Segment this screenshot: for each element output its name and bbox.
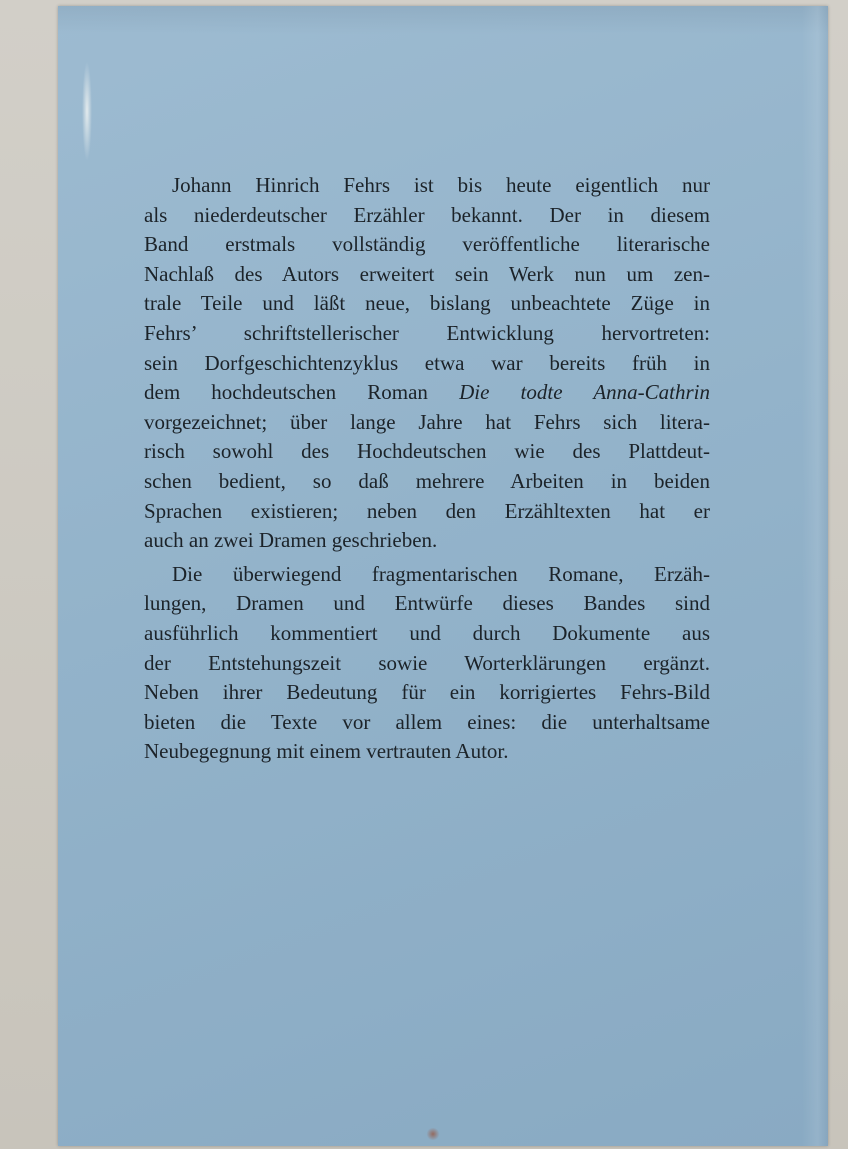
text-line: Neben ihrer Bedeutung für ein korrigiertes Fehrs-Bild xyxy=(144,680,710,705)
cover-spine-edge xyxy=(802,6,828,1146)
blurb-paragraph-2 xyxy=(144,560,710,767)
blurb-paragraph-1 xyxy=(144,171,710,556)
text-line: trale Teile und läßt neue, bislang unbeachtete Züge in xyxy=(144,291,710,316)
text-line: sein Dorfgeschichtenzyklus etwa war bereits früh in xyxy=(144,350,710,375)
text-line: lungen, Dramen und Entwürfe dieses Bandes sind xyxy=(144,591,710,616)
text-line: Nachlaß des Autors erweitert sein Werk nun um zen- xyxy=(144,261,710,286)
text-line: Band erstmals vollständig veröffentliche literarische xyxy=(144,232,710,257)
text-line: vorgezeichnet; über lange Jahre hat Fehrs sich litera- xyxy=(144,409,710,434)
text-line: auch an zwei Dramen geschrieben. xyxy=(144,528,438,553)
text-line: Neubegegnung mit einem vertrauten Autor. xyxy=(144,739,509,764)
text-line: schen bedient, so daß mehrere Arbeiten in beiden xyxy=(144,468,710,493)
book-back-cover xyxy=(58,6,828,1146)
novel-title: Die todte Anna-Cathrin xyxy=(459,380,710,405)
cover-top-shadow xyxy=(58,6,828,34)
text-segment: dem hochdeutschen Roman xyxy=(144,380,460,405)
text-line: ausführlich kommentiert und durch Dokumente aus xyxy=(144,620,710,645)
text-line: der Entstehungszeit sowie Worterklärungen ergänzt. xyxy=(144,650,710,675)
text-line: als niederdeutscher Erzähler bekannt. Der in diesem xyxy=(144,202,710,227)
text-line: Sprachen existieren; neben den Erzähltexten hat er xyxy=(144,498,710,523)
text-line: risch sowohl des Hochdeutschen wie des Plattdeut- xyxy=(144,439,710,464)
text-line-with-title xyxy=(144,378,710,408)
text-line: bieten die Texte vor allem eines: die unterhaltsame xyxy=(144,709,710,734)
text-line: Fehrs’ schriftstellerischer Entwicklung hervortreten: xyxy=(144,320,710,345)
blurb-text xyxy=(144,171,710,767)
cover-stain-mark xyxy=(426,1128,440,1140)
text-line: Die überwiegend fragmentarischen Romane, Erzäh- xyxy=(172,561,710,586)
text-line: Johann Hinrich Fehrs ist bis heute eigentlich nur xyxy=(172,173,710,197)
cover-wear-mark xyxy=(82,61,92,161)
